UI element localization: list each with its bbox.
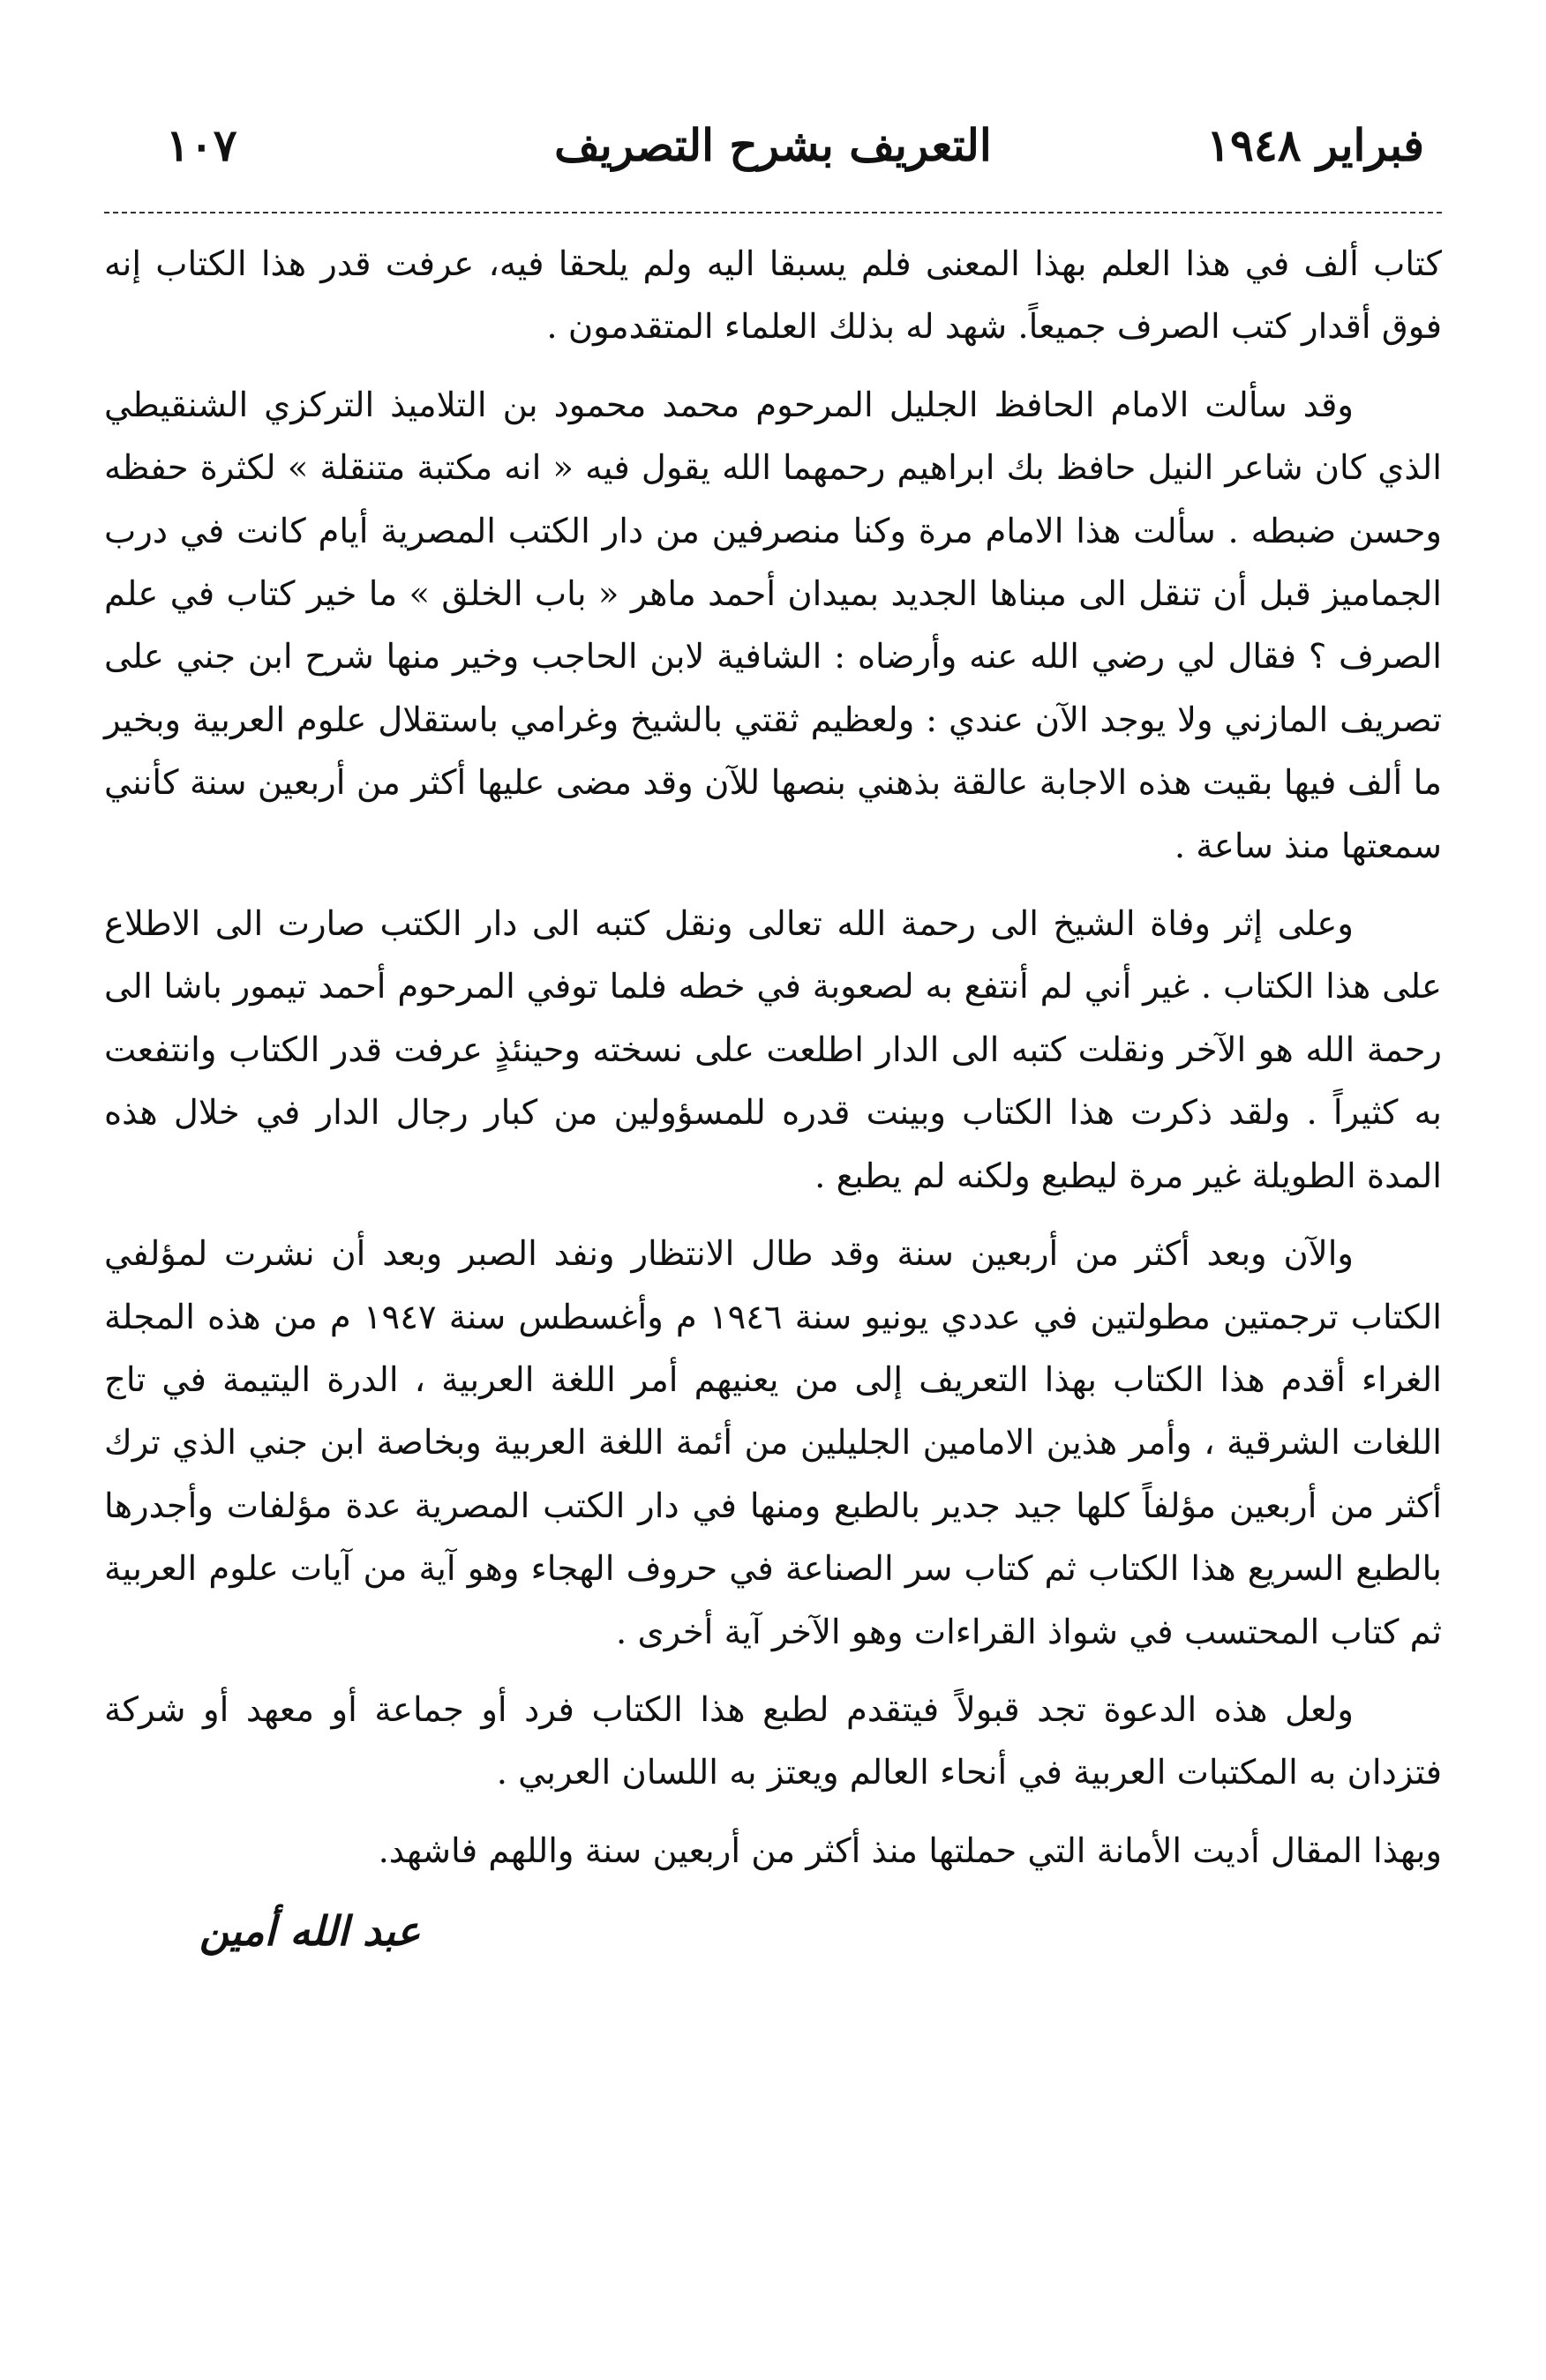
paragraph-2: وقد سألت الامام الحافظ الجليل المرحوم محمد محمود بن التلاميذ التركزي الشنقيطي الذي كان شاعر النيل حافظ بك ابراهيم رحمهما الله يقول فيه « انه مكتبة متنقلة » لكثرة حفظه وحسن ضبطه . سألت هذا الامام مرة وكنا منصرفين من دار الكتب المصرية أيام كانت في درب الجماميز قبل أن تنقل الى مبناها الجديد بميدان أحمد ماهر « باب الخلق » ما خير كتاب في علم الصرف ؟ فقال لي رضي الله عنه وأرضاه : الشافية لابن الحاجب وخير منها شرح ابن جني على تصريف المازني ولا يوجد الآن عندي : ولعظيم ثقتي بالشيخ وغرامي باستقلال علوم العربية وبخير ما ألف فيها بقيت هذه الاجابة عالقة بذهني بنصها للآن وقد مضى عليها أكثر من أربعين سنة كأنني سمعتها منذ ساعة . (104, 385, 1442, 866)
paragraph-5: ولعل هذه الدعوة تجد قبولاً فيتقدم لطبع هذا الكتاب فرد أو جماعة أو معهد أو شركة فتزدان به المكتبات العربية في أنحاء العالم ويعتز به اللسان العربي . (104, 1689, 1442, 1793)
running-header (104, 106, 1442, 185)
closing-line: وبهذا المقال أديت الأمانة التي حملتها منذ أكثر من أربعين سنة واللهم فاشهد. (378, 1830, 1442, 1871)
header-date: فبراير ١٩٤٨ (1206, 119, 1424, 171)
paragraph-3: وعلى إثر وفاة الشيخ الى رحمة الله تعالى ونقل كتبه الى دار الكتب صارت الى الاطلاع على هذا الكتاب . غير أني لم أنتفع به لصعوبة في خطه فلما توفي المرحوم أحمد تيمور باشا الى رحمة الله هو الآخر ونقلت كتبه الى الدار اطلعت على نسخته وحينئذٍ عرفت قدر الكتاب وانتفعت به كثيراً . ولقد ذكرت هذا الكتاب وبينت قدره للمسؤولين من كبار رجال الدار في خلال هذه المدة الطويلة غير مرة ليطبع ولكنه لم يطبع . (104, 904, 1442, 1196)
paragraph-1: كتاب ألف في هذا العلم بهذا المعنى فلم يسبقا اليه ولم يلحقا فيه، عرفت قدر هذا الكتاب إنه فوق أقدار كتب الصرف جميعاً. شهد له بذلك العلماء المتقدمون . (104, 244, 1442, 348)
paragraph-4: والآن وبعد أكثر من أربعين سنة وقد طال الانتظار ونفد الصبر وبعد أن نشرت لمؤلفي الكتاب ترجمتين مطولتين في عددي يونيو سنة ١٩٤٦ م وأغسطس سنة ١٩٤٧ م من هذه المجلة الغراء أقدم هذا الكتاب بهذا التعريف إلى من يعنيهم أمر اللغة العربية ، الدرة اليتيمة في تاج اللغات الشرقية ، وأمر هذين الامامين الجليلين من أئمة اللغة العربية وبخاصة ابن جني الذي ترك أكثر من أربعين مؤلفاً كلها جيد جدير بالطبع ومنها في دار الكتب المصرية عدة مؤلفات وأجدرها بالطبع السريع هذا الكتاب ثم كتاب سر الصناعة في حروف الهجاء وهو آية من آيات علوم العربية ثم كتاب المحتسب في شواذ القراءات وهو الآخر آية أخرى . (104, 1234, 1442, 1652)
article-body (104, 233, 1442, 1882)
author-signature: عبد الله أمين (199, 1907, 421, 1956)
header-divider (104, 212, 1442, 213)
page-number: ١٠٧ (166, 119, 237, 171)
header-title: التعريف بشرح التصريف (554, 119, 992, 171)
